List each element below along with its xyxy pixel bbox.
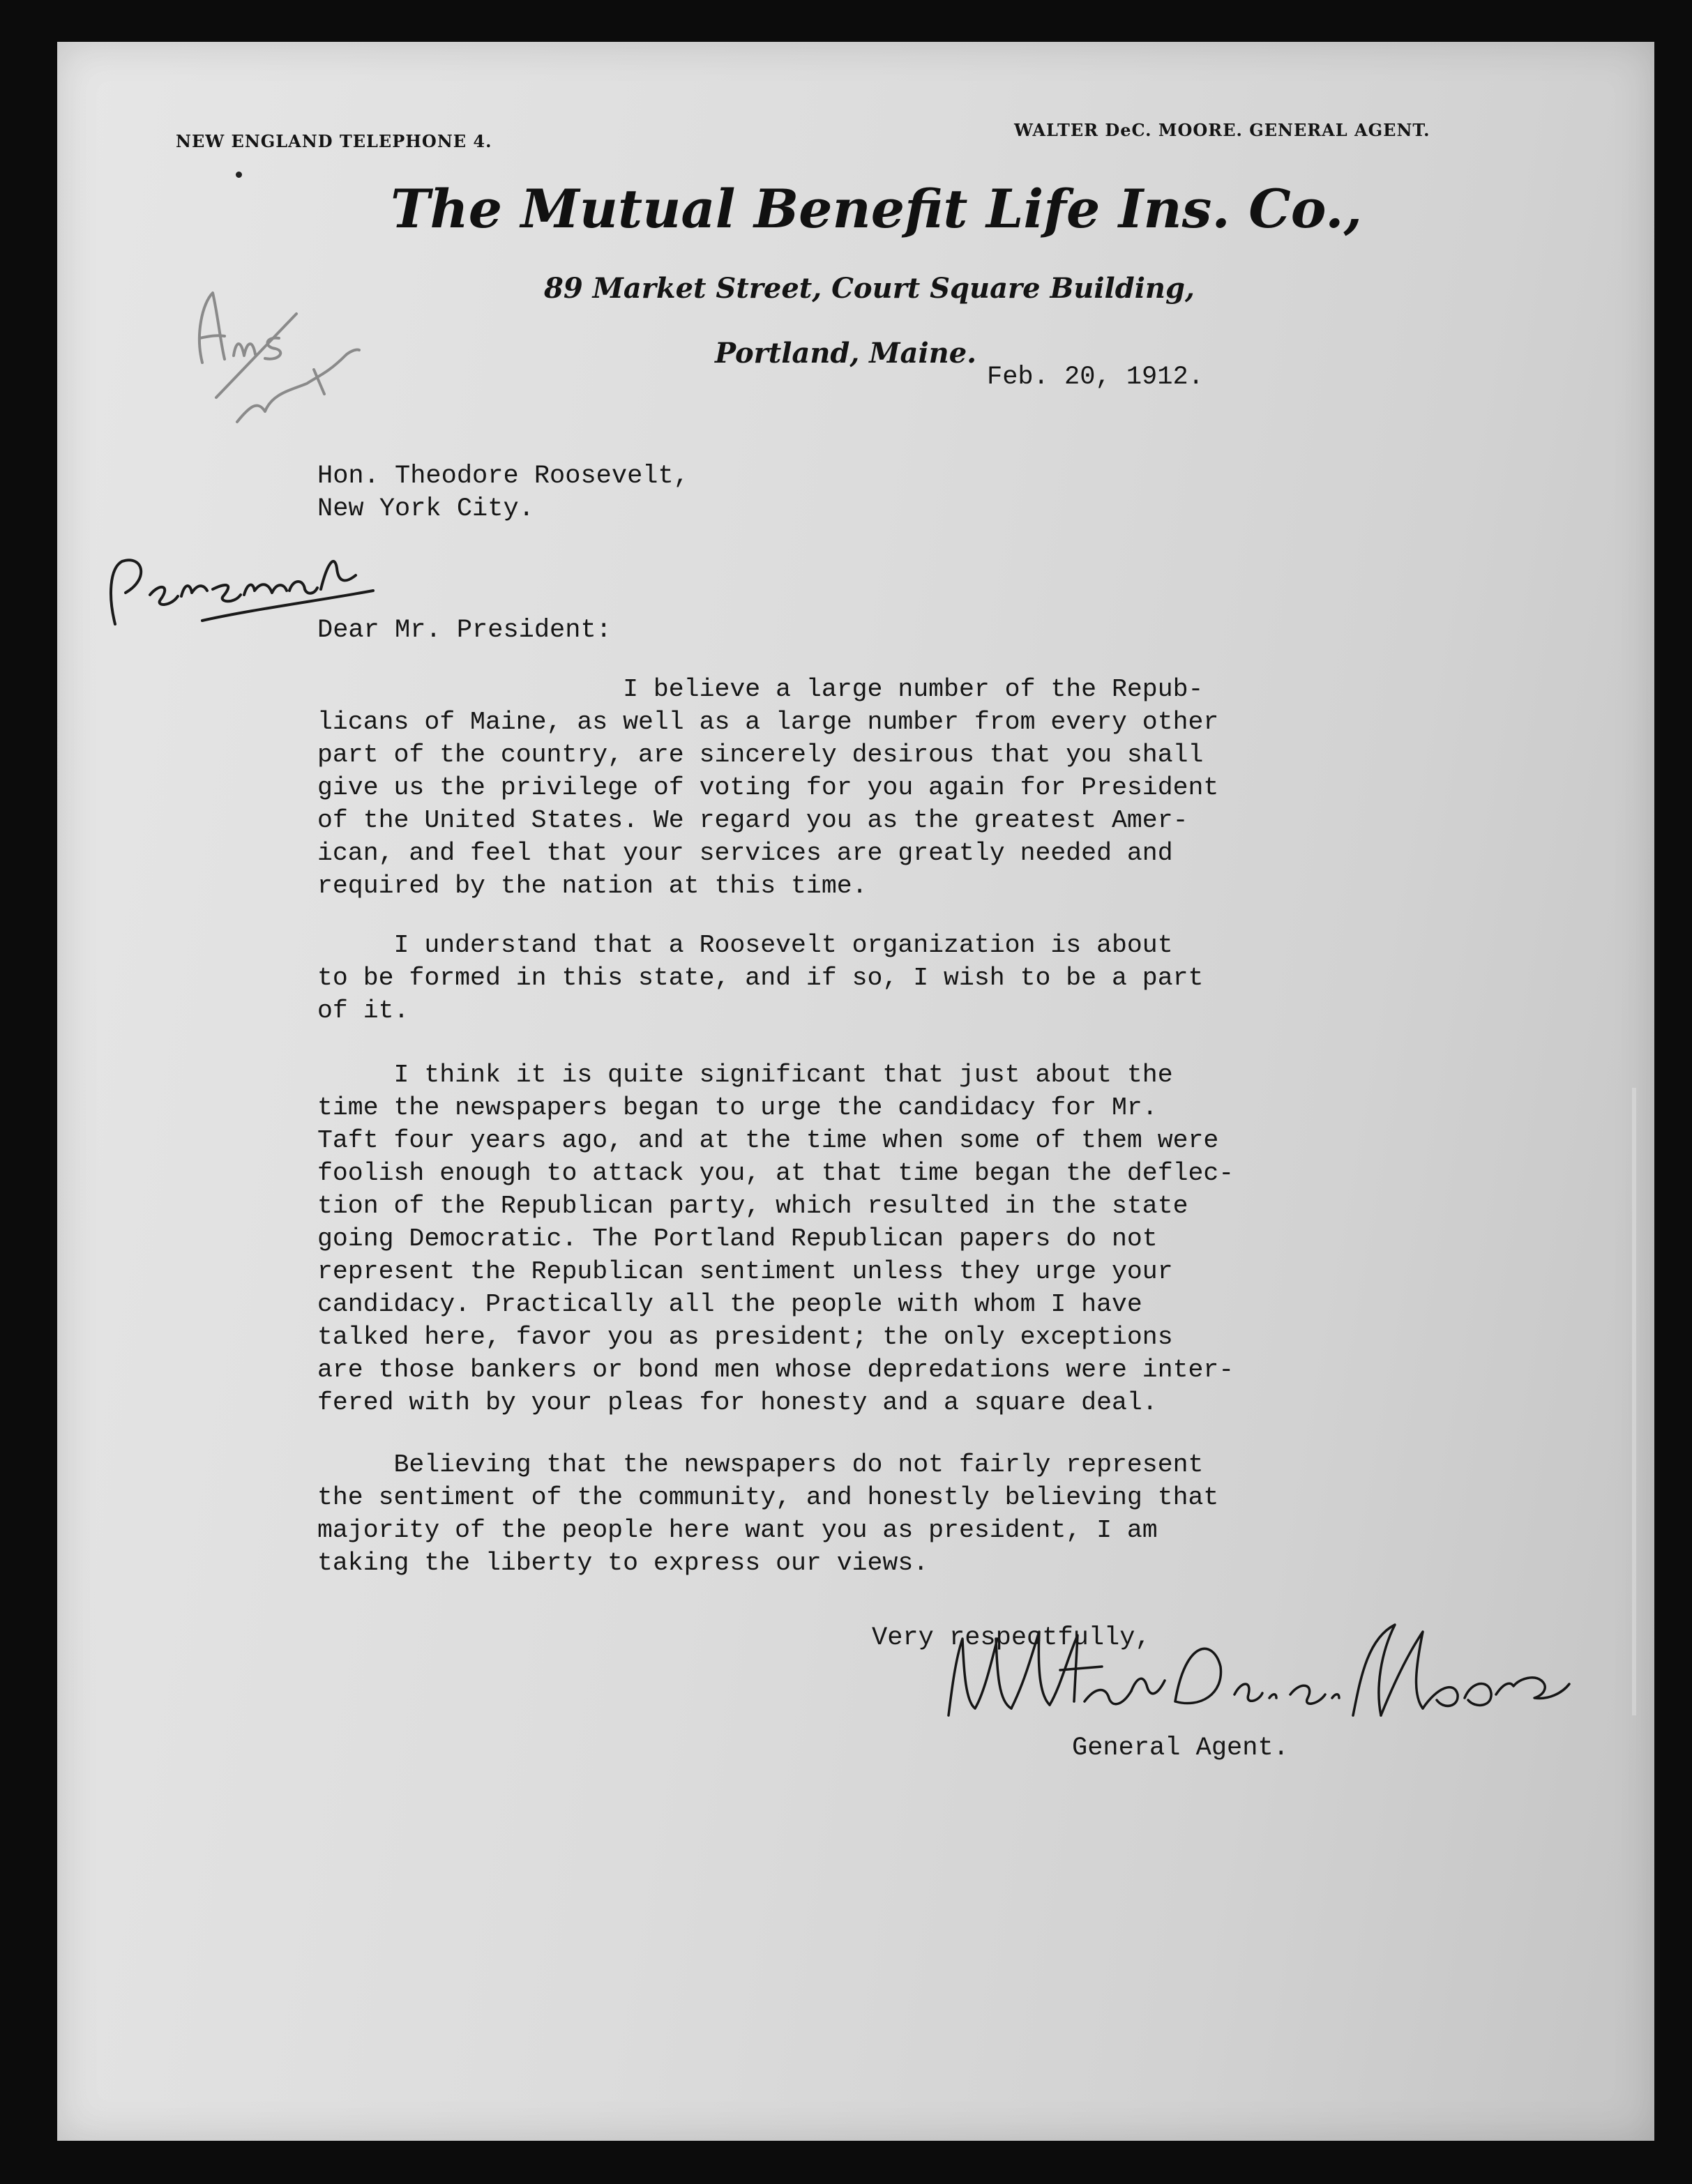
addressee-city: New York City. bbox=[317, 494, 534, 524]
signature-title: General Agent. bbox=[1072, 1734, 1289, 1763]
letterhead-phone: NEW ENGLAND TELEPHONE 4. bbox=[176, 131, 492, 151]
ink-annotation-personal bbox=[94, 540, 387, 645]
body-paragraph-1: I believe a large number of the Repub- licans of Maine, as well as a large number from every other part of the country, are sincerely desirous that you shall give us the privilege of voting for you again for President of the United States. We regard you as the greatest Amer- ican, and feel that your services are greatly needed and required by the nation at this time. bbox=[317, 675, 1219, 900]
paper-fold-crease bbox=[1632, 1088, 1636, 1715]
addressee-name: Hon. Theodore Roosevelt, bbox=[317, 462, 689, 491]
body-paragraph-4: Believing that the newspapers do not fairly represent the sentiment of the community, and honestly believing that majority of the people here want you as president, I am taking the liberty to express our views. bbox=[317, 1450, 1219, 1577]
signature bbox=[935, 1611, 1576, 1736]
ink-dot bbox=[236, 172, 242, 178]
body-paragraph-3: I think it is quite significant that just about the time the newspapers began to urge the candidacy for Mr. Taft four years ago, and at the time when some of them were foolish enough to attack you, at that time began the deflec- tion of the Republican party, which resulted in the state going Democratic. The Portland Republican papers do not represent the Republican sentiment unless they urge your candidacy. Practically all the people with whom I have talked here, favor you as president; the only exceptions are those bankers or bond men whose depredations were inter- fered with by your pleas for honesty and a square deal. bbox=[317, 1061, 1234, 1417]
salutation: Dear Mr. President: bbox=[317, 616, 612, 645]
closing: Very respectfully, bbox=[872, 1623, 1151, 1653]
addressee-block bbox=[317, 460, 689, 526]
letterhead-city: Portland, Maine. bbox=[715, 337, 977, 370]
letterhead-company: The Mutual Benefit Life Ins. Co., bbox=[391, 178, 1363, 240]
letterhead-address: 89 Market Street, Court Square Building, bbox=[544, 272, 1195, 305]
body-paragraph-2: I understand that a Roosevelt organization is about to be formed in this state, and if so, I wish to be a part of it. bbox=[317, 931, 1204, 1025]
letter-date: Feb. 20, 1912. bbox=[987, 363, 1204, 392]
letterhead-agent: WALTER DeC. MOORE. GENERAL AGENT. bbox=[1014, 120, 1430, 140]
pencil-annotation-ans bbox=[174, 272, 398, 432]
